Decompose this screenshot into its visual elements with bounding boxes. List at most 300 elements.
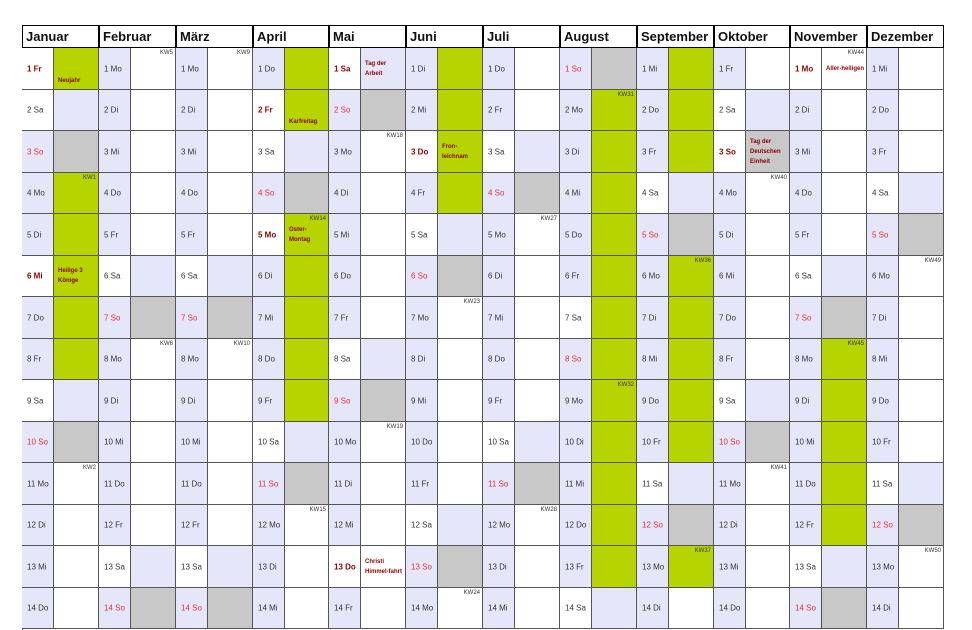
day-note-cell[interactable] [131, 546, 176, 588]
day-cell[interactable] [867, 256, 899, 297]
day-note-cell[interactable] [592, 214, 637, 256]
day-note-cell[interactable] [746, 422, 790, 463]
day-note-cell[interactable] [746, 380, 790, 422]
day-cell[interactable] [483, 505, 515, 546]
day-cell[interactable] [790, 463, 822, 505]
day-cell[interactable] [99, 131, 131, 173]
day-note-cell[interactable] [669, 214, 714, 256]
day-cell[interactable] [560, 505, 592, 546]
day-cell[interactable] [99, 173, 131, 214]
day-note-cell[interactable] [208, 90, 253, 131]
day-cell[interactable] [329, 505, 361, 546]
day-cell[interactable] [790, 546, 822, 588]
day-cell[interactable] [22, 90, 54, 131]
day-note-cell[interactable] [515, 380, 560, 422]
day-note-cell[interactable] [54, 48, 99, 90]
day-note-cell[interactable] [899, 48, 944, 90]
day-note-cell[interactable] [208, 546, 253, 588]
day-note-cell[interactable] [54, 463, 99, 505]
day-note-cell[interactable] [208, 214, 253, 256]
day-note-cell[interactable] [899, 173, 944, 214]
day-note-cell[interactable] [515, 90, 560, 131]
day-note-cell[interactable] [208, 48, 253, 90]
day-cell[interactable] [406, 505, 438, 546]
day-cell[interactable] [176, 339, 208, 380]
day-cell[interactable] [329, 48, 361, 90]
day-note-cell[interactable] [285, 380, 329, 422]
day-cell[interactable] [867, 297, 899, 339]
day-note-cell[interactable] [361, 546, 406, 588]
day-note-cell[interactable] [361, 380, 406, 422]
day-note-cell[interactable] [361, 48, 406, 90]
day-note-cell[interactable] [592, 546, 637, 588]
day-cell[interactable] [483, 214, 515, 256]
day-note-cell[interactable] [515, 214, 560, 256]
day-cell[interactable] [560, 380, 592, 422]
day-cell[interactable] [867, 173, 899, 214]
day-note-cell[interactable] [899, 505, 944, 546]
day-note-cell[interactable] [438, 48, 483, 90]
day-cell[interactable] [406, 131, 438, 173]
day-note-cell[interactable] [746, 90, 790, 131]
day-note-cell[interactable] [899, 339, 944, 380]
day-note-cell[interactable] [131, 422, 176, 463]
day-cell[interactable] [790, 339, 822, 380]
day-cell[interactable] [637, 422, 669, 463]
day-note-cell[interactable] [54, 173, 99, 214]
day-note-cell[interactable] [438, 173, 483, 214]
day-note-cell[interactable] [131, 90, 176, 131]
day-cell[interactable] [99, 588, 131, 629]
day-cell[interactable] [560, 131, 592, 173]
day-note-cell[interactable] [822, 48, 867, 90]
day-note-cell[interactable] [208, 131, 253, 173]
day-note-cell[interactable] [899, 463, 944, 505]
day-cell[interactable] [253, 463, 285, 505]
day-cell[interactable] [714, 463, 746, 505]
day-note-cell[interactable] [822, 463, 867, 505]
day-note-cell[interactable] [746, 297, 790, 339]
day-cell[interactable] [790, 505, 822, 546]
day-note-cell[interactable] [285, 173, 329, 214]
day-note-cell[interactable] [438, 339, 483, 380]
day-cell[interactable] [867, 463, 899, 505]
day-note-cell[interactable] [438, 588, 483, 629]
day-note-cell[interactable] [822, 90, 867, 131]
day-cell[interactable] [22, 463, 54, 505]
day-note-cell[interactable] [54, 90, 99, 131]
day-cell[interactable] [637, 131, 669, 173]
day-note-cell[interactable] [438, 422, 483, 463]
day-cell[interactable] [714, 422, 746, 463]
day-note-cell[interactable] [285, 131, 329, 173]
day-cell[interactable] [714, 48, 746, 90]
day-cell[interactable] [22, 380, 54, 422]
day-note-cell[interactable] [515, 339, 560, 380]
day-cell[interactable] [560, 90, 592, 131]
day-note-cell[interactable] [746, 505, 790, 546]
day-note-cell[interactable] [285, 505, 329, 546]
day-note-cell[interactable] [822, 422, 867, 463]
day-cell[interactable] [406, 339, 438, 380]
day-cell[interactable] [253, 588, 285, 629]
day-cell[interactable] [560, 48, 592, 90]
day-cell[interactable] [637, 214, 669, 256]
day-note-cell[interactable] [515, 546, 560, 588]
day-note-cell[interactable] [822, 214, 867, 256]
day-note-cell[interactable] [54, 256, 99, 297]
day-note-cell[interactable] [669, 339, 714, 380]
day-cell[interactable] [406, 256, 438, 297]
day-note-cell[interactable] [746, 173, 790, 214]
day-cell[interactable] [99, 90, 131, 131]
day-cell[interactable] [560, 256, 592, 297]
day-cell[interactable] [637, 505, 669, 546]
day-note-cell[interactable] [285, 422, 329, 463]
day-cell[interactable] [176, 380, 208, 422]
day-cell[interactable] [867, 588, 899, 629]
day-note-cell[interactable] [592, 422, 637, 463]
day-cell[interactable] [329, 131, 361, 173]
day-cell[interactable] [329, 463, 361, 505]
day-cell[interactable] [790, 48, 822, 90]
day-cell[interactable] [714, 339, 746, 380]
day-cell[interactable] [867, 422, 899, 463]
day-note-cell[interactable] [208, 297, 253, 339]
day-cell[interactable] [22, 256, 54, 297]
day-note-cell[interactable] [361, 588, 406, 629]
day-cell[interactable] [99, 422, 131, 463]
day-note-cell[interactable] [285, 339, 329, 380]
day-note-cell[interactable] [899, 214, 944, 256]
day-cell[interactable] [22, 48, 54, 90]
day-cell[interactable] [176, 48, 208, 90]
day-cell[interactable] [22, 297, 54, 339]
day-note-cell[interactable] [438, 256, 483, 297]
day-note-cell[interactable] [438, 505, 483, 546]
day-note-cell[interactable] [438, 297, 483, 339]
day-note-cell[interactable] [669, 173, 714, 214]
day-cell[interactable] [406, 588, 438, 629]
day-cell[interactable] [406, 546, 438, 588]
day-cell[interactable] [406, 297, 438, 339]
day-cell[interactable] [329, 173, 361, 214]
day-note-cell[interactable] [285, 546, 329, 588]
day-cell[interactable] [253, 131, 285, 173]
day-note-cell[interactable] [592, 588, 637, 629]
day-note-cell[interactable] [592, 505, 637, 546]
day-cell[interactable] [406, 463, 438, 505]
day-note-cell[interactable] [592, 48, 637, 90]
day-cell[interactable] [790, 588, 822, 629]
day-cell[interactable] [22, 214, 54, 256]
day-note-cell[interactable] [361, 131, 406, 173]
day-note-cell[interactable] [54, 214, 99, 256]
day-cell[interactable] [560, 339, 592, 380]
day-note-cell[interactable] [285, 90, 329, 131]
day-note-cell[interactable] [822, 505, 867, 546]
day-cell[interactable] [329, 380, 361, 422]
day-note-cell[interactable] [54, 505, 99, 546]
day-note-cell[interactable] [746, 546, 790, 588]
day-cell[interactable] [176, 214, 208, 256]
day-note-cell[interactable] [285, 588, 329, 629]
day-note-cell[interactable] [899, 90, 944, 131]
day-cell[interactable] [176, 256, 208, 297]
day-cell[interactable] [176, 505, 208, 546]
day-note-cell[interactable] [515, 131, 560, 173]
day-note-cell[interactable] [438, 214, 483, 256]
day-note-cell[interactable] [54, 422, 99, 463]
day-note-cell[interactable] [361, 463, 406, 505]
day-note-cell[interactable] [899, 256, 944, 297]
day-note-cell[interactable] [131, 297, 176, 339]
day-cell[interactable] [329, 214, 361, 256]
day-cell[interactable] [560, 463, 592, 505]
day-cell[interactable] [483, 463, 515, 505]
day-cell[interactable] [329, 422, 361, 463]
day-note-cell[interactable] [822, 588, 867, 629]
day-cell[interactable] [99, 214, 131, 256]
day-note-cell[interactable] [438, 90, 483, 131]
day-note-cell[interactable] [592, 339, 637, 380]
day-cell[interactable] [253, 422, 285, 463]
day-cell[interactable] [483, 422, 515, 463]
day-note-cell[interactable] [822, 546, 867, 588]
day-note-cell[interactable] [54, 297, 99, 339]
day-note-cell[interactable] [592, 380, 637, 422]
day-cell[interactable] [867, 214, 899, 256]
day-cell[interactable] [714, 256, 746, 297]
day-cell[interactable] [406, 422, 438, 463]
day-note-cell[interactable] [592, 173, 637, 214]
day-cell[interactable] [637, 588, 669, 629]
day-cell[interactable] [99, 463, 131, 505]
day-cell[interactable] [99, 48, 131, 90]
day-cell[interactable] [790, 380, 822, 422]
day-cell[interactable] [99, 297, 131, 339]
day-note-cell[interactable] [746, 588, 790, 629]
day-note-cell[interactable] [592, 90, 637, 131]
day-cell[interactable] [99, 505, 131, 546]
day-cell[interactable] [867, 505, 899, 546]
day-cell[interactable] [253, 214, 285, 256]
day-note-cell[interactable] [746, 256, 790, 297]
day-cell[interactable] [329, 90, 361, 131]
day-cell[interactable] [253, 297, 285, 339]
day-note-cell[interactable] [54, 380, 99, 422]
day-note-cell[interactable] [54, 339, 99, 380]
day-cell[interactable] [867, 48, 899, 90]
day-note-cell[interactable] [361, 256, 406, 297]
day-cell[interactable] [714, 380, 746, 422]
day-note-cell[interactable] [592, 297, 637, 339]
day-note-cell[interactable] [438, 546, 483, 588]
day-cell[interactable] [176, 131, 208, 173]
day-note-cell[interactable] [515, 48, 560, 90]
day-cell[interactable] [99, 256, 131, 297]
day-cell[interactable] [637, 90, 669, 131]
day-cell[interactable] [867, 380, 899, 422]
day-note-cell[interactable] [669, 588, 714, 629]
day-cell[interactable] [790, 90, 822, 131]
day-cell[interactable] [253, 48, 285, 90]
day-cell[interactable] [406, 48, 438, 90]
day-cell[interactable] [22, 588, 54, 629]
day-note-cell[interactable] [131, 214, 176, 256]
day-cell[interactable] [637, 380, 669, 422]
day-cell[interactable] [714, 505, 746, 546]
day-cell[interactable] [483, 90, 515, 131]
day-note-cell[interactable] [746, 214, 790, 256]
day-cell[interactable] [714, 173, 746, 214]
day-cell[interactable] [253, 505, 285, 546]
day-cell[interactable] [637, 463, 669, 505]
day-note-cell[interactable] [669, 463, 714, 505]
day-cell[interactable] [790, 131, 822, 173]
day-cell[interactable] [867, 90, 899, 131]
day-cell[interactable] [329, 297, 361, 339]
day-note-cell[interactable] [285, 463, 329, 505]
day-note-cell[interactable] [822, 173, 867, 214]
day-cell[interactable] [22, 173, 54, 214]
day-note-cell[interactable] [746, 131, 790, 173]
day-note-cell[interactable] [822, 297, 867, 339]
day-cell[interactable] [483, 588, 515, 629]
day-cell[interactable] [253, 256, 285, 297]
day-cell[interactable] [22, 422, 54, 463]
day-cell[interactable] [790, 173, 822, 214]
day-cell[interactable] [790, 256, 822, 297]
day-note-cell[interactable] [54, 546, 99, 588]
day-note-cell[interactable] [131, 505, 176, 546]
day-note-cell[interactable] [669, 297, 714, 339]
day-cell[interactable] [483, 131, 515, 173]
day-note-cell[interactable] [208, 588, 253, 629]
day-cell[interactable] [176, 546, 208, 588]
day-note-cell[interactable] [208, 173, 253, 214]
day-note-cell[interactable] [515, 297, 560, 339]
day-cell[interactable] [176, 297, 208, 339]
day-cell[interactable] [253, 546, 285, 588]
day-cell[interactable] [22, 131, 54, 173]
day-cell[interactable] [637, 256, 669, 297]
day-note-cell[interactable] [361, 505, 406, 546]
day-note-cell[interactable] [208, 339, 253, 380]
day-cell[interactable] [99, 546, 131, 588]
day-cell[interactable] [714, 131, 746, 173]
day-cell[interactable] [483, 173, 515, 214]
day-cell[interactable] [714, 588, 746, 629]
day-note-cell[interactable] [131, 256, 176, 297]
day-note-cell[interactable] [899, 422, 944, 463]
day-cell[interactable] [637, 297, 669, 339]
day-note-cell[interactable] [285, 297, 329, 339]
day-note-cell[interactable] [669, 422, 714, 463]
day-cell[interactable] [637, 173, 669, 214]
day-note-cell[interactable] [361, 173, 406, 214]
day-note-cell[interactable] [822, 339, 867, 380]
day-cell[interactable] [406, 380, 438, 422]
day-note-cell[interactable] [285, 256, 329, 297]
day-cell[interactable] [22, 505, 54, 546]
day-cell[interactable] [560, 422, 592, 463]
day-note-cell[interactable] [131, 48, 176, 90]
day-note-cell[interactable] [208, 505, 253, 546]
day-cell[interactable] [483, 256, 515, 297]
day-note-cell[interactable] [592, 131, 637, 173]
day-note-cell[interactable] [669, 546, 714, 588]
day-note-cell[interactable] [822, 256, 867, 297]
day-note-cell[interactable] [361, 422, 406, 463]
day-cell[interactable] [637, 546, 669, 588]
day-cell[interactable] [329, 339, 361, 380]
day-cell[interactable] [253, 173, 285, 214]
day-note-cell[interactable] [822, 131, 867, 173]
day-cell[interactable] [483, 546, 515, 588]
day-cell[interactable] [560, 588, 592, 629]
day-note-cell[interactable] [208, 463, 253, 505]
day-note-cell[interactable] [131, 463, 176, 505]
day-note-cell[interactable] [438, 380, 483, 422]
day-note-cell[interactable] [131, 380, 176, 422]
day-note-cell[interactable] [131, 173, 176, 214]
day-note-cell[interactable] [592, 463, 637, 505]
day-cell[interactable] [253, 339, 285, 380]
day-cell[interactable] [176, 173, 208, 214]
day-note-cell[interactable] [54, 131, 99, 173]
day-note-cell[interactable] [746, 48, 790, 90]
day-note-cell[interactable] [438, 131, 483, 173]
day-cell[interactable] [406, 173, 438, 214]
day-cell[interactable] [560, 214, 592, 256]
day-note-cell[interactable] [54, 588, 99, 629]
day-cell[interactable] [483, 339, 515, 380]
day-cell[interactable] [176, 588, 208, 629]
day-note-cell[interactable] [669, 90, 714, 131]
day-note-cell[interactable] [669, 505, 714, 546]
day-note-cell[interactable] [515, 588, 560, 629]
day-note-cell[interactable] [361, 214, 406, 256]
day-note-cell[interactable] [899, 588, 944, 629]
day-cell[interactable] [560, 297, 592, 339]
day-note-cell[interactable] [361, 339, 406, 380]
day-note-cell[interactable] [669, 380, 714, 422]
day-note-cell[interactable] [515, 463, 560, 505]
day-cell[interactable] [253, 380, 285, 422]
day-cell[interactable] [483, 380, 515, 422]
day-note-cell[interactable] [361, 90, 406, 131]
day-note-cell[interactable] [899, 546, 944, 588]
day-note-cell[interactable] [669, 256, 714, 297]
day-note-cell[interactable] [592, 256, 637, 297]
day-cell[interactable] [176, 463, 208, 505]
day-cell[interactable] [790, 214, 822, 256]
day-cell[interactable] [714, 214, 746, 256]
day-cell[interactable] [99, 339, 131, 380]
day-cell[interactable] [637, 339, 669, 380]
day-note-cell[interactable] [208, 256, 253, 297]
day-cell[interactable] [406, 214, 438, 256]
day-cell[interactable] [867, 339, 899, 380]
day-cell[interactable] [790, 422, 822, 463]
day-note-cell[interactable] [131, 339, 176, 380]
day-cell[interactable] [483, 297, 515, 339]
day-cell[interactable] [560, 546, 592, 588]
day-note-cell[interactable] [515, 256, 560, 297]
day-note-cell[interactable] [361, 297, 406, 339]
day-cell[interactable] [714, 90, 746, 131]
